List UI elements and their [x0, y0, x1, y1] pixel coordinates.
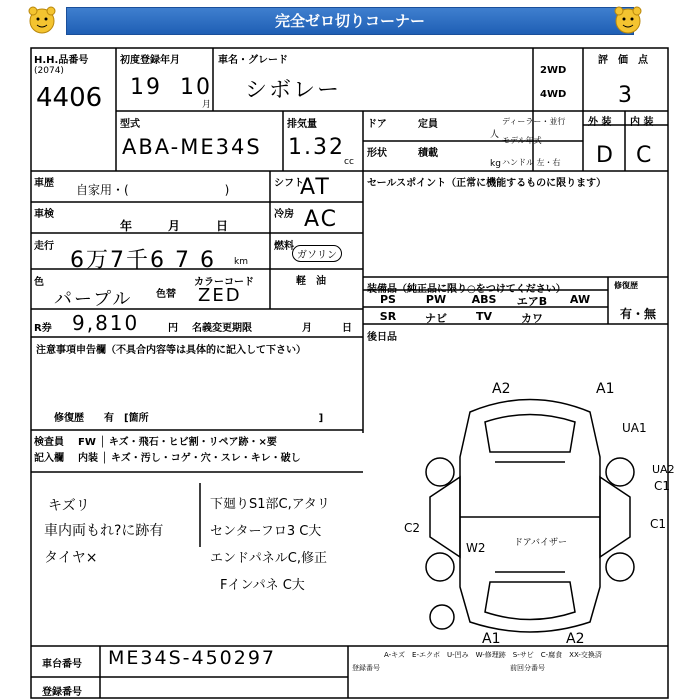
- int-value: C: [636, 143, 654, 168]
- colorno-label: 色替: [156, 289, 176, 300]
- color-label: 色: [34, 277, 44, 288]
- first-reg-label: 初度登録年月: [120, 55, 180, 66]
- mark-ua2: UA2: [652, 463, 675, 476]
- history-value: 有・無: [620, 307, 657, 321]
- recycle-label: R券: [34, 323, 52, 334]
- colorcode-value: ZED: [198, 285, 242, 306]
- equip-airbag: エアB: [516, 295, 548, 308]
- kg-unit: kg: [490, 159, 501, 169]
- equip-abs: ABS: [471, 293, 497, 306]
- load-label: 積載: [418, 148, 438, 159]
- int-label: 内 装: [630, 117, 654, 128]
- mark-a1-top: A1: [596, 381, 615, 397]
- mark-ua1: UA1: [622, 421, 647, 435]
- mark-c1-b: C1: [650, 517, 667, 531]
- mascot-icon: [612, 5, 644, 35]
- remark-left-3: タイヤ×: [44, 550, 98, 566]
- remark-right-3: エンドパネルC,修正: [210, 551, 327, 566]
- shape-label: 形状: [367, 148, 387, 159]
- inspector-row2: 内装 │ キズ・汚し・コゲ・穴・スレ・キレ・破し: [78, 453, 301, 464]
- shift-label: シフト: [274, 178, 304, 189]
- drive-4wd: 4WD: [540, 89, 567, 100]
- recycle-value: 9,810: [72, 311, 140, 335]
- ext-label: 外 装: [588, 117, 612, 128]
- mark-c1-a: C1: [654, 479, 671, 493]
- deadline-label: 名義変更期限: [192, 323, 252, 334]
- equip-navi: ナビ: [425, 312, 447, 325]
- door-label: ドア: [367, 119, 387, 130]
- remark-left-2: 車内両もれ?に跡有: [44, 523, 164, 539]
- model-label: 型式: [120, 119, 140, 130]
- usage-label: 車歴: [34, 178, 54, 189]
- drive-2wd: 2WD: [540, 65, 567, 76]
- equip-tv: TV: [475, 310, 493, 323]
- first-reg-month: 10: [180, 75, 212, 100]
- seats-label: 定員: [418, 119, 438, 130]
- mark-visor: ドアバイザー: [514, 538, 568, 548]
- mileage-label: 走行: [34, 241, 54, 252]
- yen-unit: 円: [168, 323, 178, 334]
- first-reg-year: 19: [130, 75, 162, 100]
- score-label: 評 価 点: [598, 55, 648, 66]
- lot-number: 4406: [36, 83, 103, 113]
- reg-label: 登録番号: [42, 687, 82, 698]
- name-label: 車名・グレード: [218, 55, 288, 66]
- fuel-gas: ガソリン: [292, 245, 342, 262]
- inspector-row1: FW │ キズ・飛石・ヒビ割・リペア跡・×要: [78, 437, 277, 448]
- auction-sheet: [30, 47, 675, 700]
- model-year-label: モデル年式: [502, 136, 542, 145]
- mark-w2: W2: [466, 541, 486, 555]
- chassis-label: 車台番号: [42, 659, 82, 670]
- car-diagram: [400, 377, 660, 647]
- model-value: ABA-ME34S: [122, 135, 262, 159]
- sales-label: セールスポイント（正常に機能するものに限ります）: [367, 178, 607, 189]
- tiny-label-2: 前回分番号: [510, 664, 545, 672]
- dealer-label: ディーラー・並行: [502, 117, 566, 126]
- inspect-person-label: 検査員: [34, 437, 64, 448]
- equip-pw: PW: [425, 293, 447, 306]
- equip-ps: PS: [380, 293, 396, 306]
- remark-right-4: Fインパネ C大: [220, 578, 305, 593]
- color-value: パープル: [54, 289, 133, 310]
- fuel-diesel: 軽 油: [296, 276, 326, 287]
- persons-unit: 人: [490, 130, 500, 140]
- inspect-value: 年 月 日: [120, 219, 229, 233]
- lot-label: H.H.品番号: [34, 55, 89, 66]
- ac-value: AC: [304, 207, 339, 232]
- handle-label: ハンドル 左・右: [502, 158, 561, 167]
- damage-legend: A-キズ E-エクボ U-凹み W-修理跡 S-サビ C-腐食 XX-交換済: [384, 651, 602, 659]
- equip-aw: AW: [569, 293, 591, 306]
- mark-c2: C2: [404, 521, 421, 535]
- repair-label: 修復歴 有 [箇所 ]: [54, 413, 324, 424]
- disp-value: 1.32: [288, 135, 345, 160]
- deadline-value: 月 日: [302, 323, 352, 334]
- ext-value: D: [596, 143, 615, 168]
- banner-title: 完全ゼロ切りコーナー: [66, 7, 634, 35]
- lot-sub: (2074): [34, 66, 64, 76]
- colorcode-label: カラーコード: [194, 277, 254, 288]
- chassis-value: ME34S-450297: [108, 647, 277, 669]
- usage-value: 自家用・( ): [76, 183, 230, 197]
- remark-right-1: 下廻りS1部C,アタリ: [210, 497, 330, 512]
- km-unit: km: [234, 257, 248, 267]
- score-value: 3: [618, 83, 634, 108]
- fuel-label: 燃料: [274, 241, 294, 252]
- remark-right-2: センターフロ3 C大: [210, 524, 322, 539]
- mascot-icon: [26, 5, 58, 35]
- ac-label: 冷房: [274, 209, 294, 220]
- tiny-label-1: 登録番号: [352, 664, 380, 672]
- shift-value: AT: [300, 175, 331, 200]
- equip-leather: カワ: [521, 312, 543, 325]
- mileage-value: 6万7千6 7 6: [70, 248, 216, 273]
- disp-label: 排気量: [287, 119, 317, 130]
- month-unit: 月: [202, 100, 212, 110]
- equip-label: 装備品（純正品に限り○をつけてください）: [367, 284, 566, 295]
- record-label: 記入欄: [34, 453, 64, 464]
- inspect-label: 車検: [34, 209, 54, 220]
- mark-a2-top: A2: [492, 381, 511, 397]
- mark-a2-bottom: A2: [566, 631, 585, 647]
- disp-unit: cc: [344, 157, 354, 167]
- mark-a1-bottom: A1: [482, 631, 501, 647]
- banner: [8, 3, 692, 37]
- notes-title: 注意事項申告欄（不具合内容等は具体的に記入して下さい）: [36, 345, 306, 356]
- after-label: 後日品: [367, 332, 397, 343]
- equip-sr: SR: [379, 310, 397, 323]
- history-label: 修復歴: [614, 281, 638, 290]
- name-value: シボレー: [245, 78, 342, 103]
- remark-left-1: キズリ: [48, 498, 90, 514]
